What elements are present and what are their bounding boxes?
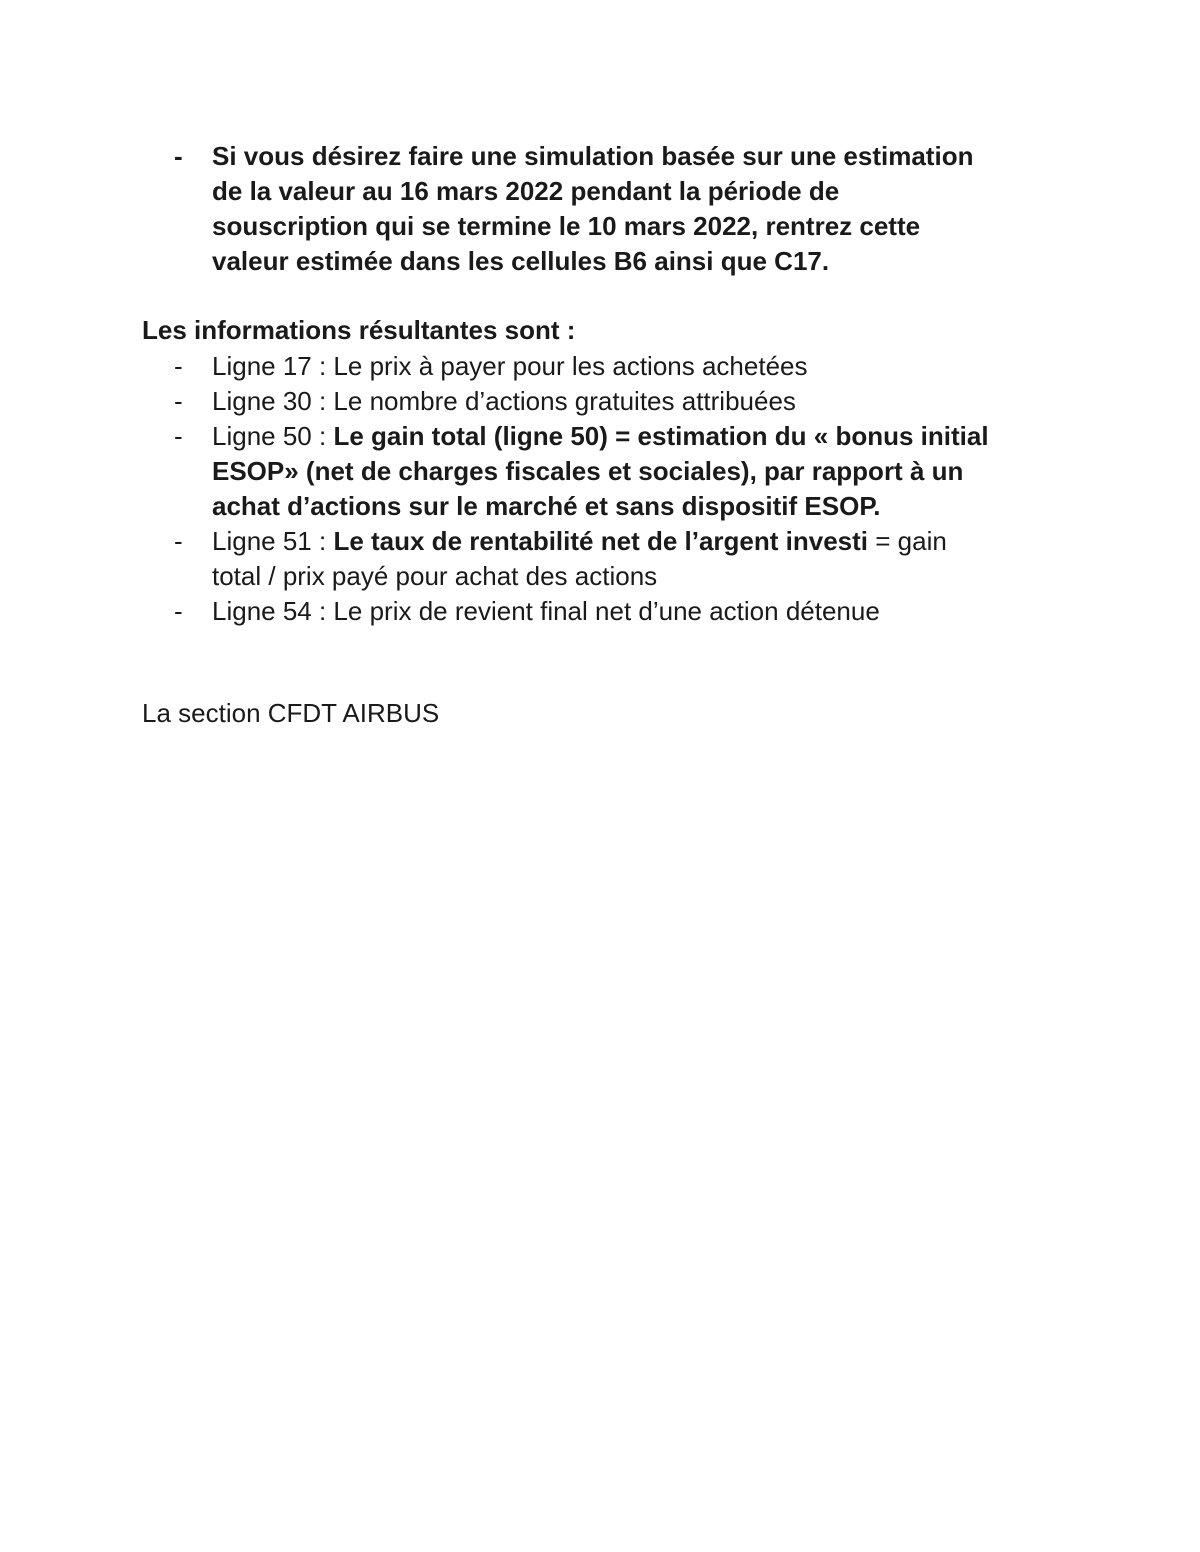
ligne-51-bold: Le taux de rentabilité net de l’argent investi (333, 526, 869, 556)
bullet-dash: - (174, 421, 183, 451)
ligne-51-suffix: = gain (868, 526, 947, 556)
ligne-50-line-1 (212, 419, 1034, 454)
ligne-51-prefix: Ligne 51 : (212, 526, 334, 556)
ligne-51-line-1 (212, 524, 1034, 559)
ligne-51-line-2: total / prix payé pour achat des actions (212, 561, 658, 591)
ligne-50-prefix: Ligne 50 : (212, 421, 334, 451)
list-item-ligne-50 (174, 419, 1034, 524)
signature: La section CFDT AIRBUS (142, 698, 440, 728)
intro-line-3: souscription qui se termine le 10 mars 2022, rentrez cette (212, 211, 921, 241)
bullet-dash: - (174, 351, 183, 381)
intro-line-1: Si vous désirez faire une simulation basée sur une estimation (212, 141, 974, 171)
intro-list-item (174, 139, 1034, 279)
ligne-50-bold-1: Le gain total (ligne 50) = estimation du « bonus initial (333, 421, 989, 451)
list-item-ligne-30 (174, 384, 1034, 419)
intro-line-2: de la valeur au 16 mars 2022 pendant la période de (212, 176, 840, 206)
list-item-ligne-17 (174, 349, 1034, 384)
bullet-dash: - (174, 386, 183, 416)
bullet-dash: - (174, 596, 183, 626)
bullet-dash: - (174, 526, 183, 556)
ligne-50-line-3: achat d’actions sur le marché et sans dispositif ESOP. (212, 491, 881, 521)
bullet-dash: - (174, 141, 183, 171)
results-heading: Les informations résultantes sont : (142, 315, 576, 345)
list-item-ligne-54 (174, 594, 1034, 629)
intro-line-4: valeur estimée dans les cellules B6 ainsi que C17. (212, 246, 830, 276)
list-item-ligne-51 (174, 524, 1034, 594)
list-item-text: Ligne 17 : Le prix à payer pour les actions achetées (212, 351, 808, 381)
list-item-text: Ligne 54 : Le prix de revient final net d’une action détenue (212, 596, 880, 626)
ligne-50-line-2: ESOP» (net de charges fiscales et sociales), par rapport à un (212, 456, 964, 486)
list-item-text: Ligne 30 : Le nombre d’actions gratuites attribuées (212, 386, 796, 416)
